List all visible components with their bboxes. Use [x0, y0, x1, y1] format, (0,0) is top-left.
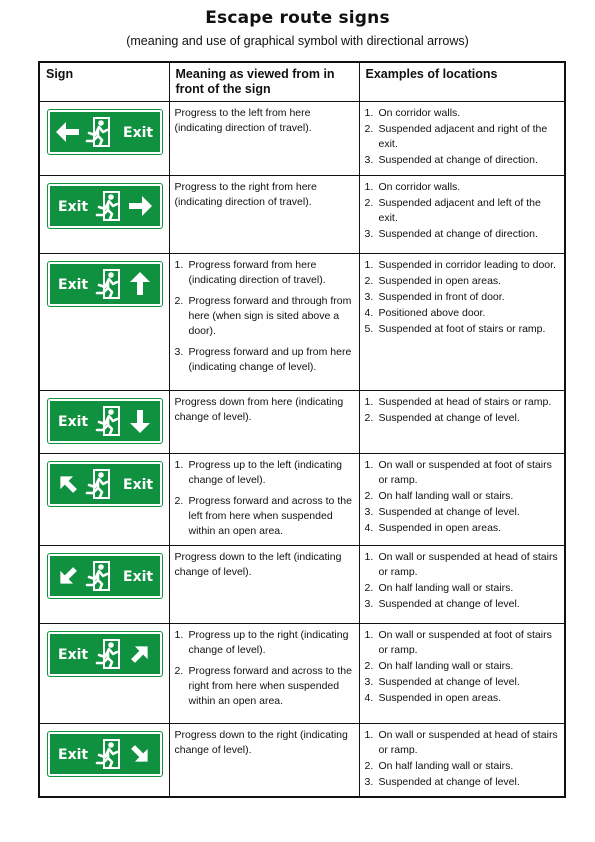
list-number: 3.: [364, 676, 374, 688]
list-number: 4.: [364, 692, 374, 704]
table-row: [39, 391, 565, 454]
sign-cell: [39, 391, 169, 454]
meaning-item: [175, 628, 353, 658]
list-number: 3.: [364, 228, 374, 240]
meaning-cell: [169, 624, 359, 724]
location-item: [365, 196, 559, 226]
arrow-down-icon: [130, 410, 150, 433]
table-row: [39, 102, 565, 176]
exit-sign-down-right: [48, 732, 162, 776]
meaning-list: [175, 458, 353, 539]
location-text: Suspended at change of level.: [378, 506, 520, 518]
list-number: 4.: [364, 307, 374, 319]
list-number: 1.: [174, 459, 184, 471]
meaning-text: Progress forward and across to the right from here when suspended within an open area.: [188, 665, 352, 707]
locations-list: [365, 106, 559, 168]
exit-label: Exit: [58, 647, 89, 663]
locations-list: [365, 258, 559, 337]
location-text: Suspended in open areas.: [378, 522, 502, 534]
locations-list: [365, 395, 559, 426]
location-item: [365, 759, 559, 774]
arrow-left-icon: [56, 122, 79, 142]
list-number: 1.: [364, 629, 374, 641]
list-number: 2.: [364, 490, 374, 502]
list-number: 2.: [364, 582, 374, 594]
exit-sign-left: [48, 110, 162, 154]
locations-cell: [359, 102, 565, 176]
list-number: 2.: [174, 665, 184, 677]
meaning-text: Progress down to the left (indicating change of level).: [174, 551, 342, 578]
locations-cell: [359, 391, 565, 454]
exit-label: Exit: [123, 569, 154, 585]
locations-cell: [359, 624, 565, 724]
list-number: 2.: [364, 275, 374, 287]
location-item: [365, 659, 559, 674]
exit-label: Exit: [58, 747, 89, 763]
list-number: 1.: [174, 259, 184, 271]
sign-cell: [39, 176, 169, 254]
location-item: [365, 411, 559, 426]
location-text: Suspended in open areas.: [378, 692, 502, 704]
page-subtitle: (meaning and use of graphical symbol with directional arrows): [126, 34, 469, 48]
location-item: [365, 106, 559, 121]
exit-label: Exit: [123, 125, 154, 141]
list-number: 1.: [174, 629, 184, 641]
location-item: [365, 550, 559, 580]
arrow-up-icon: [130, 272, 150, 295]
arrow-up-right-icon: [127, 640, 154, 667]
location-item: [365, 581, 559, 596]
meaning-list: [175, 258, 353, 375]
sign-cell: [39, 624, 169, 724]
location-item: [365, 775, 559, 790]
list-number: 1.: [364, 459, 374, 471]
location-item: [365, 180, 559, 195]
list-number: 1.: [364, 396, 374, 408]
meaning-item: [175, 258, 353, 288]
escape-signs-table: [38, 61, 566, 798]
meaning-cell: [169, 546, 359, 624]
locations-list: [365, 550, 559, 612]
running-man-door-icon: [97, 407, 119, 435]
location-text: On wall or suspended at head of stairs or ramp.: [378, 551, 558, 578]
table-row: [39, 176, 565, 254]
location-item: [365, 306, 559, 321]
running-man-door-icon: [97, 640, 119, 668]
meaning-text: Progress forward and across to the left from here when suspended within an open area.: [188, 495, 352, 537]
table-row: [39, 724, 565, 797]
location-text: Suspended in open areas.: [378, 275, 502, 287]
meaning-list: [175, 628, 353, 709]
meaning-cell: [169, 454, 359, 546]
sign-cell: [39, 454, 169, 546]
locations-list: [365, 628, 559, 706]
exit-label: Exit: [58, 277, 89, 293]
list-number: 4.: [364, 522, 374, 534]
meaning-item: [175, 458, 353, 488]
location-text: Suspended adjacent and left of the exit.: [378, 197, 541, 224]
locations-cell: [359, 254, 565, 391]
exit-label: Exit: [123, 477, 154, 493]
location-item: [365, 122, 559, 152]
sign-cell: [39, 724, 169, 797]
location-text: Suspended at change of level.: [378, 776, 520, 788]
locations-cell: [359, 546, 565, 624]
meaning-text: Progress to the right from here (indicating direction of travel).: [174, 181, 317, 208]
list-number: 3.: [364, 598, 374, 610]
meaning-cell: [169, 176, 359, 254]
location-text: Suspended in corridor leading to door.: [378, 259, 556, 271]
meaning-text: Progress down to the right (indicating change of level).: [174, 729, 348, 756]
location-text: Suspended at change of level.: [378, 412, 520, 424]
list-number: 3.: [364, 154, 374, 166]
exit-sign-up-left: [48, 462, 162, 506]
location-text: On corridor walls.: [378, 181, 461, 193]
locations-list: [365, 180, 559, 242]
running-man-door-icon: [97, 192, 119, 220]
exit-sign-down: [48, 399, 162, 443]
list-number: 2.: [174, 295, 184, 307]
location-text: On half landing wall or stairs.: [378, 660, 514, 672]
location-text: On half landing wall or stairs.: [378, 582, 514, 594]
list-number: 1.: [364, 729, 374, 741]
meaning-item: [175, 664, 353, 709]
list-number: 1.: [364, 259, 374, 271]
list-number: 3.: [364, 776, 374, 788]
meaning-text: Progress down from here (indicating change of level).: [174, 396, 344, 423]
header-locations: Examples of locations: [359, 62, 565, 102]
table-header-row: [39, 62, 565, 102]
arrow-down-left-icon: [54, 563, 81, 590]
meaning-item: [175, 345, 353, 375]
meaning-text: Progress forward and through from here (when sign is sited above a door).: [188, 295, 352, 337]
locations-list: [365, 458, 559, 536]
location-text: Suspended at head of stairs or ramp.: [378, 396, 552, 408]
list-number: 1.: [364, 551, 374, 563]
location-text: On wall or suspended at foot of stairs or ramp.: [378, 629, 552, 656]
sign-cell: [39, 254, 169, 391]
location-item: [365, 505, 559, 520]
location-text: Suspended at change of level.: [378, 676, 520, 688]
page-title: Escape route signs: [205, 8, 390, 28]
meaning-text: Progress forward from here (indicating direction of travel).: [188, 259, 326, 286]
meaning-text: Progress up to the right (indicating change of level).: [188, 629, 349, 656]
running-man-door-icon: [87, 118, 109, 146]
table-row: [39, 254, 565, 391]
location-text: Positioned above door.: [378, 307, 486, 319]
table-row: [39, 624, 565, 724]
meaning-text: Progress forward and up from here (indicating change of level).: [188, 346, 352, 373]
location-item: [365, 274, 559, 289]
list-number: 2.: [174, 495, 184, 507]
locations-list: [365, 728, 559, 790]
header-sign: Sign: [39, 62, 169, 102]
location-item: [365, 691, 559, 706]
arrow-up-left-icon: [54, 470, 81, 497]
running-man-door-icon: [97, 740, 119, 768]
exit-sign-right: [48, 184, 162, 228]
exit-label: Exit: [58, 414, 89, 430]
location-text: On corridor walls.: [378, 107, 461, 119]
meaning-cell: [169, 724, 359, 797]
location-text: On half landing wall or stairs.: [378, 760, 514, 772]
running-man-door-icon: [87, 562, 109, 590]
location-item: [365, 489, 559, 504]
list-number: 3.: [174, 346, 184, 358]
meaning-cell: [169, 391, 359, 454]
meaning-text: Progress to the left from here (indicating direction of travel).: [174, 107, 312, 134]
list-number: 1.: [364, 107, 374, 119]
sign-cell: [39, 546, 169, 624]
location-item: [365, 153, 559, 168]
table-row: [39, 454, 565, 546]
list-number: 2.: [364, 197, 374, 209]
location-item: [365, 395, 559, 410]
meaning-item: [175, 494, 353, 539]
location-text: Suspended at change of direction.: [378, 154, 538, 166]
location-item: [365, 322, 559, 337]
meaning-cell: [169, 254, 359, 391]
exit-label: Exit: [58, 199, 89, 215]
locations-cell: [359, 176, 565, 254]
location-text: On half landing wall or stairs.: [378, 490, 514, 502]
arrow-down-right-icon: [127, 741, 154, 768]
location-text: On wall or suspended at foot of stairs or ramp.: [378, 459, 552, 486]
locations-cell: [359, 724, 565, 797]
list-number: 1.: [364, 181, 374, 193]
list-number: 3.: [364, 506, 374, 518]
meaning-cell: [169, 102, 359, 176]
exit-sign-up-right: [48, 632, 162, 676]
list-number: 2.: [364, 412, 374, 424]
location-item: [365, 258, 559, 273]
list-number: 2.: [364, 760, 374, 772]
location-item: [365, 728, 559, 758]
table-row: [39, 546, 565, 624]
location-text: Suspended in front of door.: [378, 291, 505, 303]
list-number: 3.: [364, 291, 374, 303]
location-item: [365, 458, 559, 488]
location-item: [365, 227, 559, 242]
location-item: [365, 675, 559, 690]
running-man-door-icon: [87, 470, 109, 498]
meaning-item: [175, 294, 353, 339]
list-number: 2.: [364, 123, 374, 135]
location-text: Suspended at change of direction.: [378, 228, 538, 240]
exit-sign-up: [48, 262, 162, 306]
location-item: [365, 597, 559, 612]
exit-sign-down-left: [48, 554, 162, 598]
running-man-door-icon: [97, 270, 119, 298]
sign-cell: [39, 102, 169, 176]
location-item: [365, 290, 559, 305]
locations-cell: [359, 454, 565, 546]
location-text: On wall or suspended at head of stairs or ramp.: [378, 729, 558, 756]
arrow-right-icon: [129, 196, 152, 216]
location-item: [365, 628, 559, 658]
location-text: Suspended at foot of stairs or ramp.: [378, 323, 546, 335]
header-meaning: Meaning as viewed from in front of the sign: [169, 62, 359, 102]
meaning-text: Progress up to the left (indicating change of level).: [188, 459, 343, 486]
location-text: Suspended at change of level.: [378, 598, 520, 610]
list-number: 5.: [364, 323, 374, 335]
location-text: Suspended adjacent and right of the exit.: [378, 123, 548, 150]
location-item: [365, 521, 559, 536]
list-number: 2.: [364, 660, 374, 672]
